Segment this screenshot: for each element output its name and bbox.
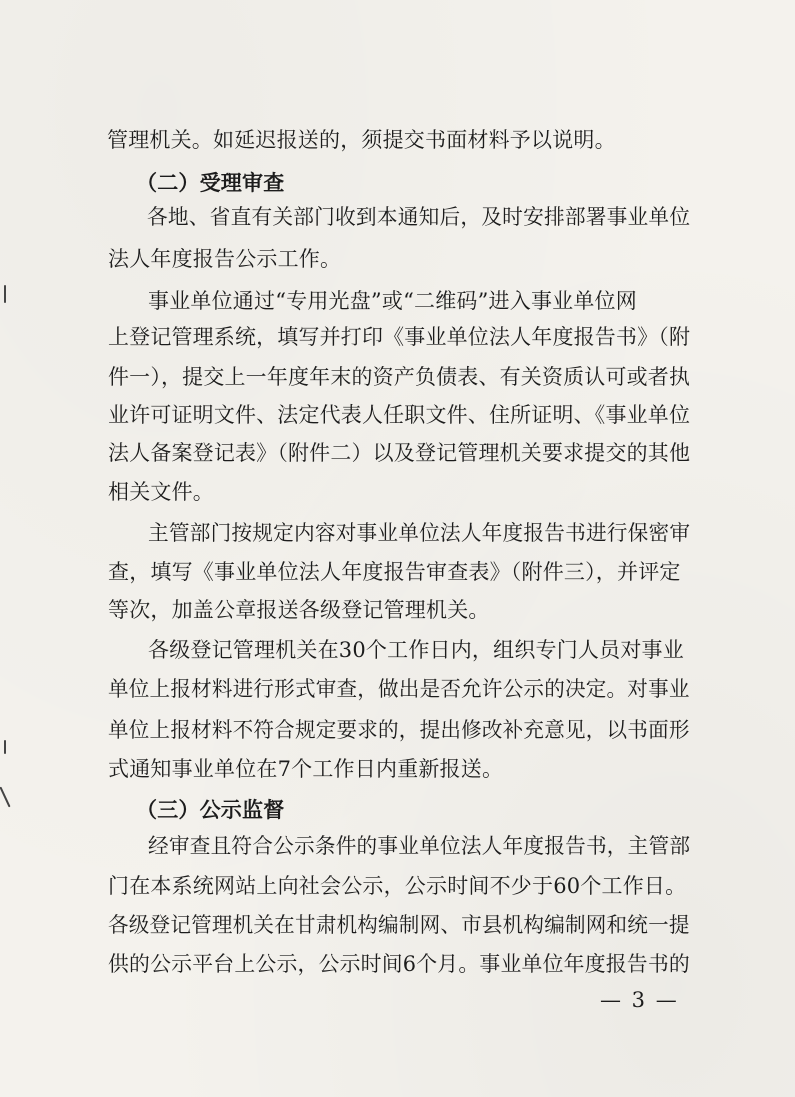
text-line: 管理机关。如延迟报送的，须提交书面材料予以说明。	[107, 128, 616, 152]
text-line: 供的公示平台上公示，公示时间6个月。事业单位年度报告书的	[108, 952, 690, 976]
text-line: 事业单位通过“专用光盘”或“二维码”进入事业单位网	[148, 289, 637, 313]
text-line: 相关文件。	[108, 480, 214, 504]
text-line: 法人备案登记表》（附件二）以及登记管理机关要求提交的其他	[108, 441, 691, 465]
text-line: 主管部门按规定内容对事业单位法人年度报告书进行保密审	[148, 521, 691, 545]
text-line: 业许可证明文件、法定代表人任职文件、住所证明、《事业单位	[108, 403, 691, 427]
text-line: 门在本系统网站上向社会公示，公示时间不少于60个工作日。	[108, 874, 687, 898]
section-heading: （三）公示监督	[136, 797, 285, 822]
text-line: 单位上报材料进行形式审查，做出是否允许公示的决定。对事业	[108, 677, 690, 701]
section-heading: （二）受理审查	[136, 170, 285, 195]
text-line: 单位上报材料不符合规定要求的，提出修改补充意见，以书面形	[108, 718, 690, 742]
page-number: — 3 —	[600, 988, 679, 1012]
text-line: 上登记管理系统，填写并打印《事业单位法人年度报告书》（附	[108, 325, 691, 349]
text-line: 法人年度报告公示工作。	[108, 247, 342, 271]
scan-edge-mark	[4, 285, 6, 303]
text-line: 查，填写《事业单位法人年度报告审查表》（附件三），并评定	[108, 560, 681, 584]
text-line: 经审查且符合公示条件的事业单位法人年度报告书，主管部	[148, 834, 691, 858]
text-line: 等次，加盖公章报送各级登记管理机关。	[108, 598, 490, 622]
text-line: 式通知事业单位在7个工作日内重新报送。	[108, 757, 504, 781]
scan-edge-mark	[4, 740, 6, 754]
text-line: 各级登记管理机关在30个工作日内，组织专门人员对事业	[148, 638, 684, 662]
text-line: 各级登记管理机关在甘肃机构编制网、市县机构编制网和统一提	[108, 913, 690, 937]
text-line: 各地、省直有关部门收到本通知后，及时安排部署事业单位	[147, 205, 691, 229]
text-line: 件一），提交上一年度年末的资产负债表、有关资质认可或者执	[108, 365, 691, 389]
scan-edge-mark	[0, 787, 11, 808]
